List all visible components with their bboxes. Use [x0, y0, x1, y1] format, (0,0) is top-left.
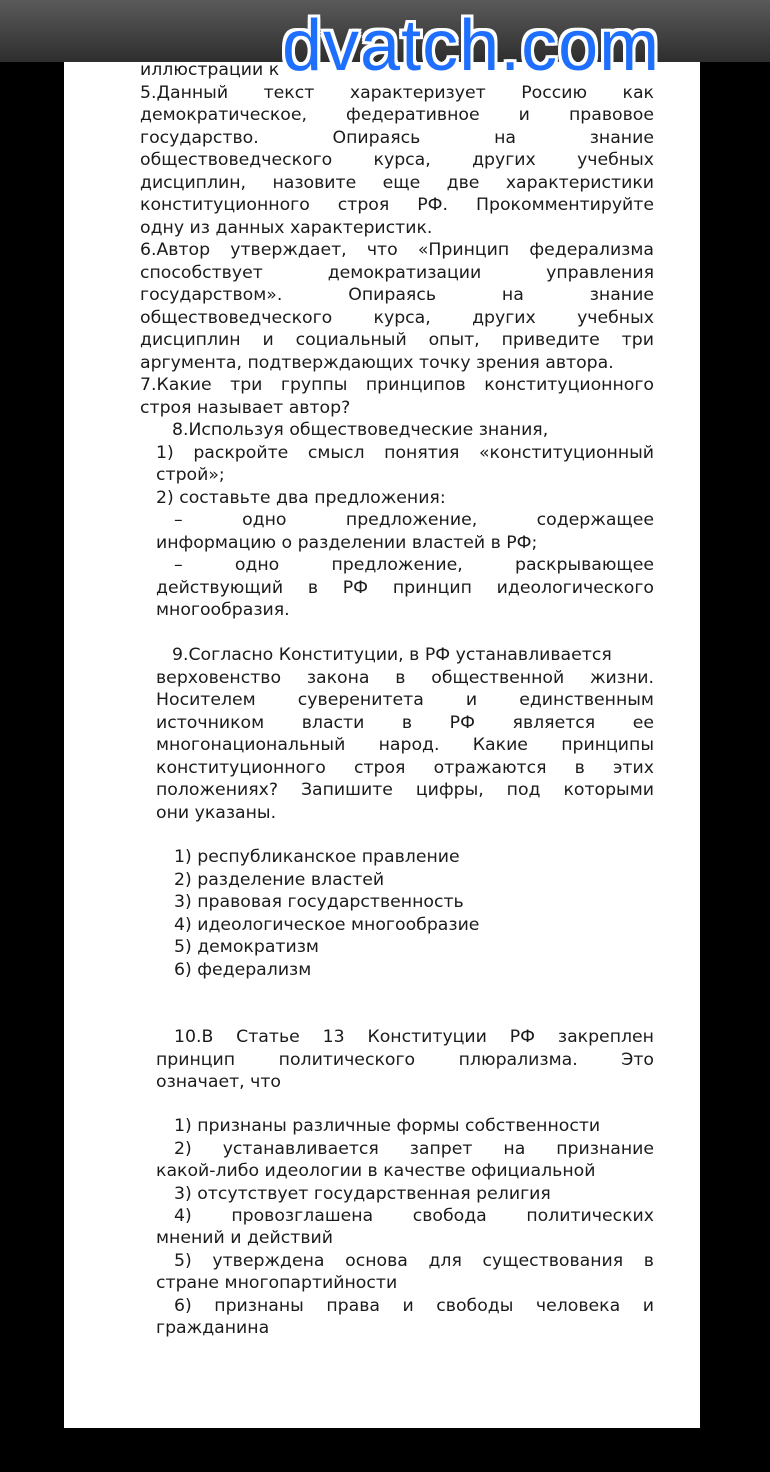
word: политических [526, 1206, 654, 1226]
word: существования [482, 1251, 624, 1271]
q8-point-2: 2) составьте два предложения: [156, 488, 446, 508]
word: 2) [174, 1139, 192, 1159]
word: понятия [384, 443, 460, 463]
q10-option-4-line-1 [174, 1205, 654, 1227]
word: этих [612, 758, 654, 778]
word: Опираясь [348, 285, 437, 305]
q6-line-4 [140, 307, 654, 329]
q8-point-1-line-1 [156, 442, 654, 464]
word: 1) [156, 443, 174, 463]
word: одно [242, 510, 287, 530]
word: других [472, 308, 536, 328]
word: Конституции [367, 1027, 487, 1047]
q6-line-3 [140, 284, 654, 306]
word: 13 [322, 1027, 345, 1047]
q8-point-1-line-2: строй»; [156, 465, 225, 485]
word: текст [263, 83, 315, 103]
word: опыт, [428, 330, 480, 350]
word: социальный [295, 330, 407, 350]
word: и [642, 1296, 654, 1316]
word: правовое [568, 105, 654, 125]
q10-option-6-line-1 [174, 1295, 654, 1317]
q9-line-3 [156, 689, 654, 711]
word: признание [556, 1139, 654, 1159]
word: является [512, 713, 596, 733]
word: РФ [342, 578, 369, 598]
word: дисциплин, [140, 173, 247, 193]
q7-line-2: строя называет автор? [140, 398, 351, 418]
word: на [494, 128, 516, 148]
word: конституционного [140, 195, 310, 215]
word: демократическое, [140, 105, 307, 125]
word: Какие [472, 735, 528, 755]
word: еще [382, 173, 421, 193]
word: 10.В [174, 1027, 214, 1047]
word: 6.Автор [140, 240, 211, 260]
word: которыми [563, 780, 654, 800]
word: конституционного [156, 758, 326, 778]
q9-line-4 [156, 712, 654, 734]
word: политического [278, 1050, 416, 1070]
word: «конституционный [478, 443, 654, 463]
q8-dash-2-line-2 [156, 577, 654, 599]
q10-line-2 [156, 1049, 654, 1071]
word: Носителем [156, 690, 256, 710]
word: цифры, [415, 780, 484, 800]
word: – [174, 555, 183, 575]
watermark: dvatch.com [282, 6, 661, 86]
word: РФ. [417, 195, 449, 215]
word: федеративное [346, 105, 480, 125]
word: смысл [307, 443, 365, 463]
word: содержащее [536, 510, 654, 530]
q10-option-2-line-1 [174, 1138, 654, 1160]
word: строя [337, 195, 390, 215]
q7-line-1 [140, 374, 654, 396]
word: одно [234, 555, 280, 575]
q6-line-1 [140, 239, 654, 261]
word: закреплен [557, 1027, 654, 1047]
word: знание [589, 285, 654, 305]
word: Запишите [300, 780, 393, 800]
word: как [622, 83, 654, 103]
word: что [366, 240, 398, 260]
q8-intro: 8.Используя обществоведческие знания, [172, 420, 549, 440]
word: идеологического [496, 578, 654, 598]
q6-line-5 [140, 329, 654, 351]
word: принципы [561, 735, 654, 755]
q10-option-5-line-1 [174, 1250, 654, 1272]
cut-off-line: иллюстрации к [140, 60, 280, 80]
q9-line-5 [156, 734, 654, 756]
q10-option-5-line-2: стране многопартийности [156, 1273, 398, 1293]
q6-line-6: аргумента, подтверждающих точку зрения автора. [140, 353, 614, 373]
word: на [503, 1139, 526, 1159]
word: обществоведческого [140, 150, 333, 170]
word: Это [621, 1050, 654, 1070]
word: других [472, 150, 536, 170]
word: источником [156, 713, 265, 733]
word: Россию [521, 83, 587, 103]
q10-line-3: означает, что [156, 1072, 281, 1092]
word: курса, [373, 308, 431, 328]
word: права [326, 1296, 380, 1316]
word: учебных [577, 150, 654, 170]
word: в [574, 758, 585, 778]
word: курса, [373, 150, 431, 170]
q9-option-4: 4) идеологическое многообразие [174, 915, 480, 935]
q5-line-5 [140, 172, 654, 194]
word: три [621, 330, 654, 350]
word: конституционного [484, 375, 654, 395]
q5-line-2 [140, 104, 654, 126]
q5-line-7: одну из данных характеристик. [140, 218, 433, 238]
word: дисциплин [140, 330, 241, 350]
word: народ. [378, 735, 440, 755]
word: приведите [501, 330, 600, 350]
word: и [518, 105, 530, 125]
word: раскройте [193, 443, 289, 463]
word: в [643, 1251, 654, 1271]
word: и [465, 690, 478, 710]
word: единственным [519, 690, 654, 710]
word: Статье [236, 1027, 300, 1047]
word: принципов [365, 375, 466, 395]
word: основа [345, 1251, 408, 1271]
word: суверенитета [297, 690, 424, 710]
word: провозглашена [231, 1206, 374, 1226]
word: строя [353, 758, 406, 778]
word: РФ [449, 713, 475, 733]
word: и [262, 330, 274, 350]
document-page [64, 62, 700, 1428]
word: утверждает, [230, 240, 347, 260]
word: ее [632, 713, 654, 733]
q8-dash-1-line-1 [174, 509, 654, 531]
word: РФ [509, 1027, 536, 1047]
word: Опираясь [332, 128, 421, 148]
q5-line-4 [140, 149, 654, 171]
word: на [501, 285, 524, 305]
word: 5.Данный [140, 83, 229, 103]
q10-option-4-line-2: мнений и действий [156, 1228, 333, 1248]
word: устанавливается [222, 1139, 379, 1159]
word: три [230, 375, 263, 395]
word: принцип [156, 1050, 236, 1070]
word: свободы [436, 1296, 514, 1316]
word: принцип [392, 578, 472, 598]
q9-line-2 [156, 667, 654, 689]
q9-option-5: 5) демократизм [174, 937, 319, 957]
word: 5) [174, 1251, 192, 1271]
word: в [401, 713, 413, 733]
q9-line-1: 9.Согласно Конституции, в РФ устанавливается [172, 645, 612, 665]
q10-option-1: 1) признаны различные формы собственности [174, 1116, 601, 1136]
word: способствует [140, 263, 263, 283]
word: плюрализма. [458, 1050, 578, 1070]
word: «Принцип [417, 240, 510, 260]
q9-option-2: 2) разделение властей [174, 870, 385, 890]
word: в [395, 668, 406, 688]
word: действующий [156, 578, 284, 598]
q8-dash-2-line-1 [174, 554, 654, 576]
q9-option-3: 3) правовая государственность [174, 892, 464, 912]
q10-line-1 [174, 1026, 654, 1048]
word: власти [301, 713, 365, 733]
q5-line-6 [140, 194, 654, 216]
word: демократизации [327, 263, 482, 283]
word: отражаются [433, 758, 547, 778]
word: группы [280, 375, 348, 395]
q9-line-6 [156, 757, 654, 779]
word: многонациональный [156, 735, 346, 755]
word: обществоведческого [140, 308, 333, 328]
word: предложение, [331, 555, 463, 575]
word: управления [546, 263, 654, 283]
word: запрет [409, 1139, 473, 1159]
word: закона [306, 668, 370, 688]
word: назовите [272, 173, 357, 193]
word: утверждена [212, 1251, 325, 1271]
word: раскрывающее [514, 555, 654, 575]
word: для [428, 1251, 462, 1271]
q8-dash-2-line-3: многообразия. [156, 600, 290, 620]
word: человека [535, 1296, 621, 1316]
word: Прокомментируйте [476, 195, 654, 215]
word: 6) [174, 1296, 192, 1316]
q6-line-2 [140, 262, 654, 284]
word: учебных [577, 308, 654, 328]
word: признаны [214, 1296, 304, 1316]
word: характеристики [505, 173, 654, 193]
word: общественной [431, 668, 565, 688]
word: 4) [174, 1206, 192, 1226]
q9-line-7 [156, 779, 654, 801]
word: 7.Какие [140, 375, 212, 395]
q9-option-1: 1) республиканское правление [174, 847, 460, 867]
q8-dash-1-line-2: информацию о разделении властей в РФ; [156, 533, 538, 553]
word: в [307, 578, 319, 598]
q10-option-3: 3) отсутствует государственная религия [174, 1184, 551, 1204]
word: – [174, 510, 183, 530]
word: жизни. [589, 668, 654, 688]
q9-line-8: они указаны. [156, 803, 277, 823]
word: две [446, 173, 480, 193]
word: федерализма [529, 240, 654, 260]
word: государство. [140, 128, 259, 148]
word: характеризует [349, 83, 486, 103]
word: и [402, 1296, 414, 1316]
q5-line-3 [140, 127, 654, 149]
q10-option-6-line-2: гражданина [156, 1318, 270, 1338]
word: знание [589, 128, 654, 148]
q10-option-2-line-2: какой-либо идеологии в качестве официальной [156, 1161, 596, 1181]
word: свобода [412, 1206, 487, 1226]
word: положениях? [156, 780, 279, 800]
word: верховенство [156, 668, 282, 688]
word: предложение, [345, 510, 478, 530]
q9-option-6: 6) федерализм [174, 960, 312, 980]
word: под [506, 780, 541, 800]
word: государством». [140, 285, 283, 305]
